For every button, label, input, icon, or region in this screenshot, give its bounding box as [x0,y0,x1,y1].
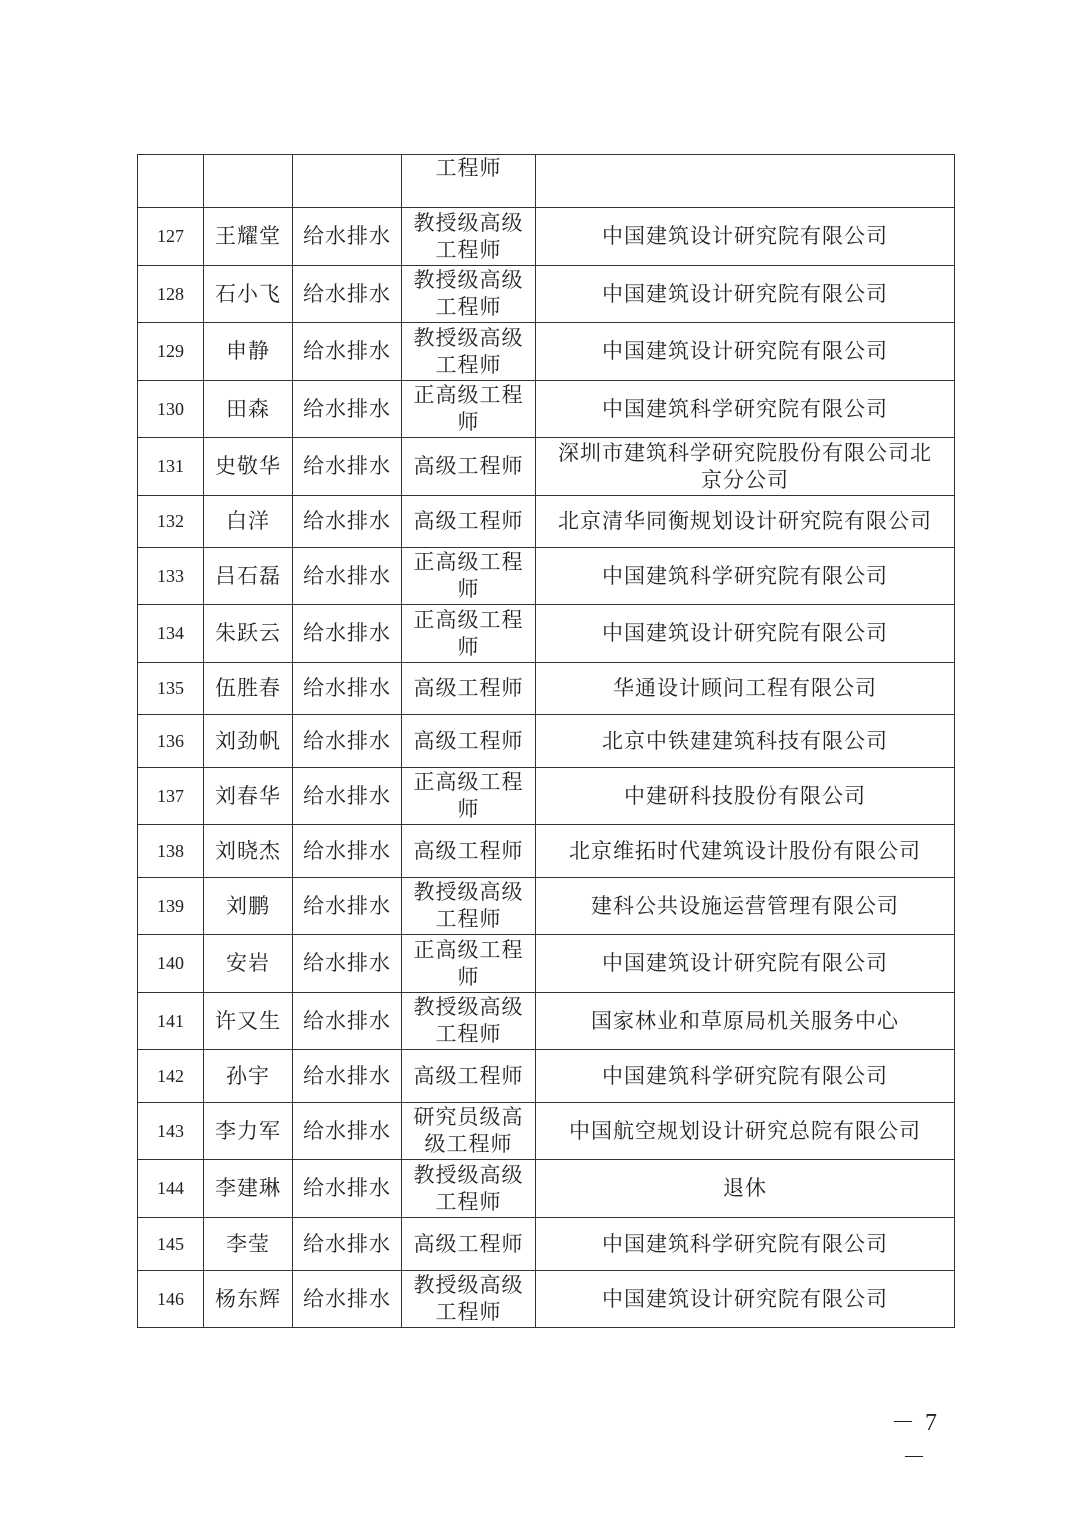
major-cell: 给水排水 [293,993,402,1050]
title-cell: 高级工程师 [402,715,536,768]
major-cell: 给水排水 [293,381,402,438]
number-cell: 142 [138,1050,204,1103]
title-cell: 教授级高级工程师 [402,323,536,381]
number-cell: 128 [138,266,204,323]
title-cell: 高级工程师 [402,663,536,715]
table-row [138,266,955,323]
major-cell: 给水排水 [293,1050,402,1103]
major-cell: 给水排水 [293,1103,402,1160]
title-cell: 教授级高级工程师 [402,993,536,1050]
title-cell: 工程师 [402,155,536,208]
name-cell: 史敬华 [204,438,293,496]
number-cell: 140 [138,935,204,993]
name-cell: 石小飞 [204,266,293,323]
number-cell: 134 [138,605,204,663]
name-cell: 刘晓杰 [204,825,293,878]
organization-cell: 深圳市建筑科学研究院股份有限公司北京分公司 [536,438,955,496]
number-cell: 131 [138,438,204,496]
organization-cell: 建科公共设施运营管理有限公司 [536,878,955,935]
personnel-table [137,154,955,1328]
table-row [138,323,955,381]
major-cell: 给水排水 [293,715,402,768]
title-cell: 研究员级高级工程师 [402,1103,536,1160]
title-cell: 正高级工程师 [402,768,536,825]
title-cell: 正高级工程师 [402,605,536,663]
table-row [138,1218,955,1271]
name-cell: 白洋 [204,496,293,548]
organization-cell: 国家林业和草原局机关服务中心 [536,993,955,1050]
name-cell: 田森 [204,381,293,438]
name-cell [204,155,293,208]
table-row [138,496,955,548]
organization-cell: 华通设计顾问工程有限公司 [536,663,955,715]
name-cell: 许又生 [204,993,293,1050]
organization-cell: 中国建筑设计研究院有限公司 [536,605,955,663]
title-cell: 教授级高级工程师 [402,1160,536,1218]
major-cell: 给水排水 [293,548,402,605]
continuation-row [138,155,955,208]
number-cell: 141 [138,993,204,1050]
table-row [138,381,955,438]
number-cell: 138 [138,825,204,878]
table-row [138,935,955,993]
major-cell: 给水排水 [293,1160,402,1218]
name-cell: 杨东辉 [204,1271,293,1328]
title-cell: 高级工程师 [402,1050,536,1103]
number-cell: 146 [138,1271,204,1328]
table-row [138,548,955,605]
name-cell: 朱跃云 [204,605,293,663]
name-cell: 李建琳 [204,1160,293,1218]
organization-cell: 中国建筑科学研究院有限公司 [536,1218,955,1271]
organization-cell: 中国建筑科学研究院有限公司 [536,381,955,438]
name-cell: 吕石磊 [204,548,293,605]
title-cell: 正高级工程师 [402,381,536,438]
number-cell: 137 [138,768,204,825]
major-cell: 给水排水 [293,605,402,663]
table-row [138,993,955,1050]
organization-cell: 中国建筑设计研究院有限公司 [536,323,955,381]
organization-cell: 中国建筑设计研究院有限公司 [536,266,955,323]
name-cell: 孙宇 [204,1050,293,1103]
table-row [138,605,955,663]
major-cell: 给水排水 [293,266,402,323]
major-cell: 给水排水 [293,323,402,381]
major-cell: 给水排水 [293,878,402,935]
organization-cell: 中国建筑设计研究院有限公司 [536,208,955,266]
number-cell: 144 [138,1160,204,1218]
number-cell: 129 [138,323,204,381]
title-cell: 正高级工程师 [402,548,536,605]
name-cell: 刘劲帆 [204,715,293,768]
major-cell: 给水排水 [293,438,402,496]
personnel-table-body [138,155,955,1328]
table-row [138,878,955,935]
title-cell: 高级工程师 [402,438,536,496]
number-cell [138,155,204,208]
major-cell [293,155,402,208]
number-cell: 130 [138,381,204,438]
organization-cell: 中国航空规划设计研究总院有限公司 [536,1103,955,1160]
title-cell: 教授级高级工程师 [402,878,536,935]
organization-cell [536,155,955,208]
title-cell: 教授级高级工程师 [402,1271,536,1328]
major-cell: 给水排水 [293,1218,402,1271]
organization-cell: 北京清华同衡规划设计研究院有限公司 [536,496,955,548]
organization-cell: 中国建筑设计研究院有限公司 [536,1271,955,1328]
table-row [138,1271,955,1328]
name-cell: 李力军 [204,1103,293,1160]
title-cell: 教授级高级工程师 [402,266,536,323]
number-cell: 132 [138,496,204,548]
table-row [138,768,955,825]
number-cell: 145 [138,1218,204,1271]
major-cell: 给水排水 [293,496,402,548]
name-cell: 刘春华 [204,768,293,825]
organization-cell: 中国建筑科学研究院有限公司 [536,548,955,605]
table-row [138,825,955,878]
name-cell: 伍胜春 [204,663,293,715]
organization-cell: 中国建筑科学研究院有限公司 [536,1050,955,1103]
title-cell: 教授级高级工程师 [402,208,536,266]
title-cell: 高级工程师 [402,825,536,878]
number-cell: 143 [138,1103,204,1160]
organization-cell: 中国建筑设计研究院有限公司 [536,935,955,993]
name-cell: 安岩 [204,935,293,993]
major-cell: 给水排水 [293,825,402,878]
number-cell: 135 [138,663,204,715]
table-row [138,438,955,496]
major-cell: 给水排水 [293,1271,402,1328]
name-cell: 申静 [204,323,293,381]
table-row [138,1103,955,1160]
table-row [138,1050,955,1103]
major-cell: 给水排水 [293,208,402,266]
table-row [138,663,955,715]
number-cell: 139 [138,878,204,935]
title-cell: 高级工程师 [402,1218,536,1271]
title-cell: 高级工程师 [402,496,536,548]
major-cell: 给水排水 [293,935,402,993]
organization-cell: 北京中铁建建筑科技有限公司 [536,715,955,768]
table-row [138,715,955,768]
name-cell: 王耀堂 [204,208,293,266]
number-cell: 127 [138,208,204,266]
organization-cell: 中建研科技股份有限公司 [536,768,955,825]
name-cell: 李莹 [204,1218,293,1271]
organization-cell: 退休 [536,1160,955,1218]
table-row [138,208,955,266]
page-number: － 7 － [891,1410,939,1471]
major-cell: 给水排水 [293,768,402,825]
title-cell: 正高级工程师 [402,935,536,993]
organization-cell: 北京维拓时代建筑设计股份有限公司 [536,825,955,878]
number-cell: 136 [138,715,204,768]
major-cell: 给水排水 [293,663,402,715]
number-cell: 133 [138,548,204,605]
table-row [138,1160,955,1218]
name-cell: 刘鹏 [204,878,293,935]
